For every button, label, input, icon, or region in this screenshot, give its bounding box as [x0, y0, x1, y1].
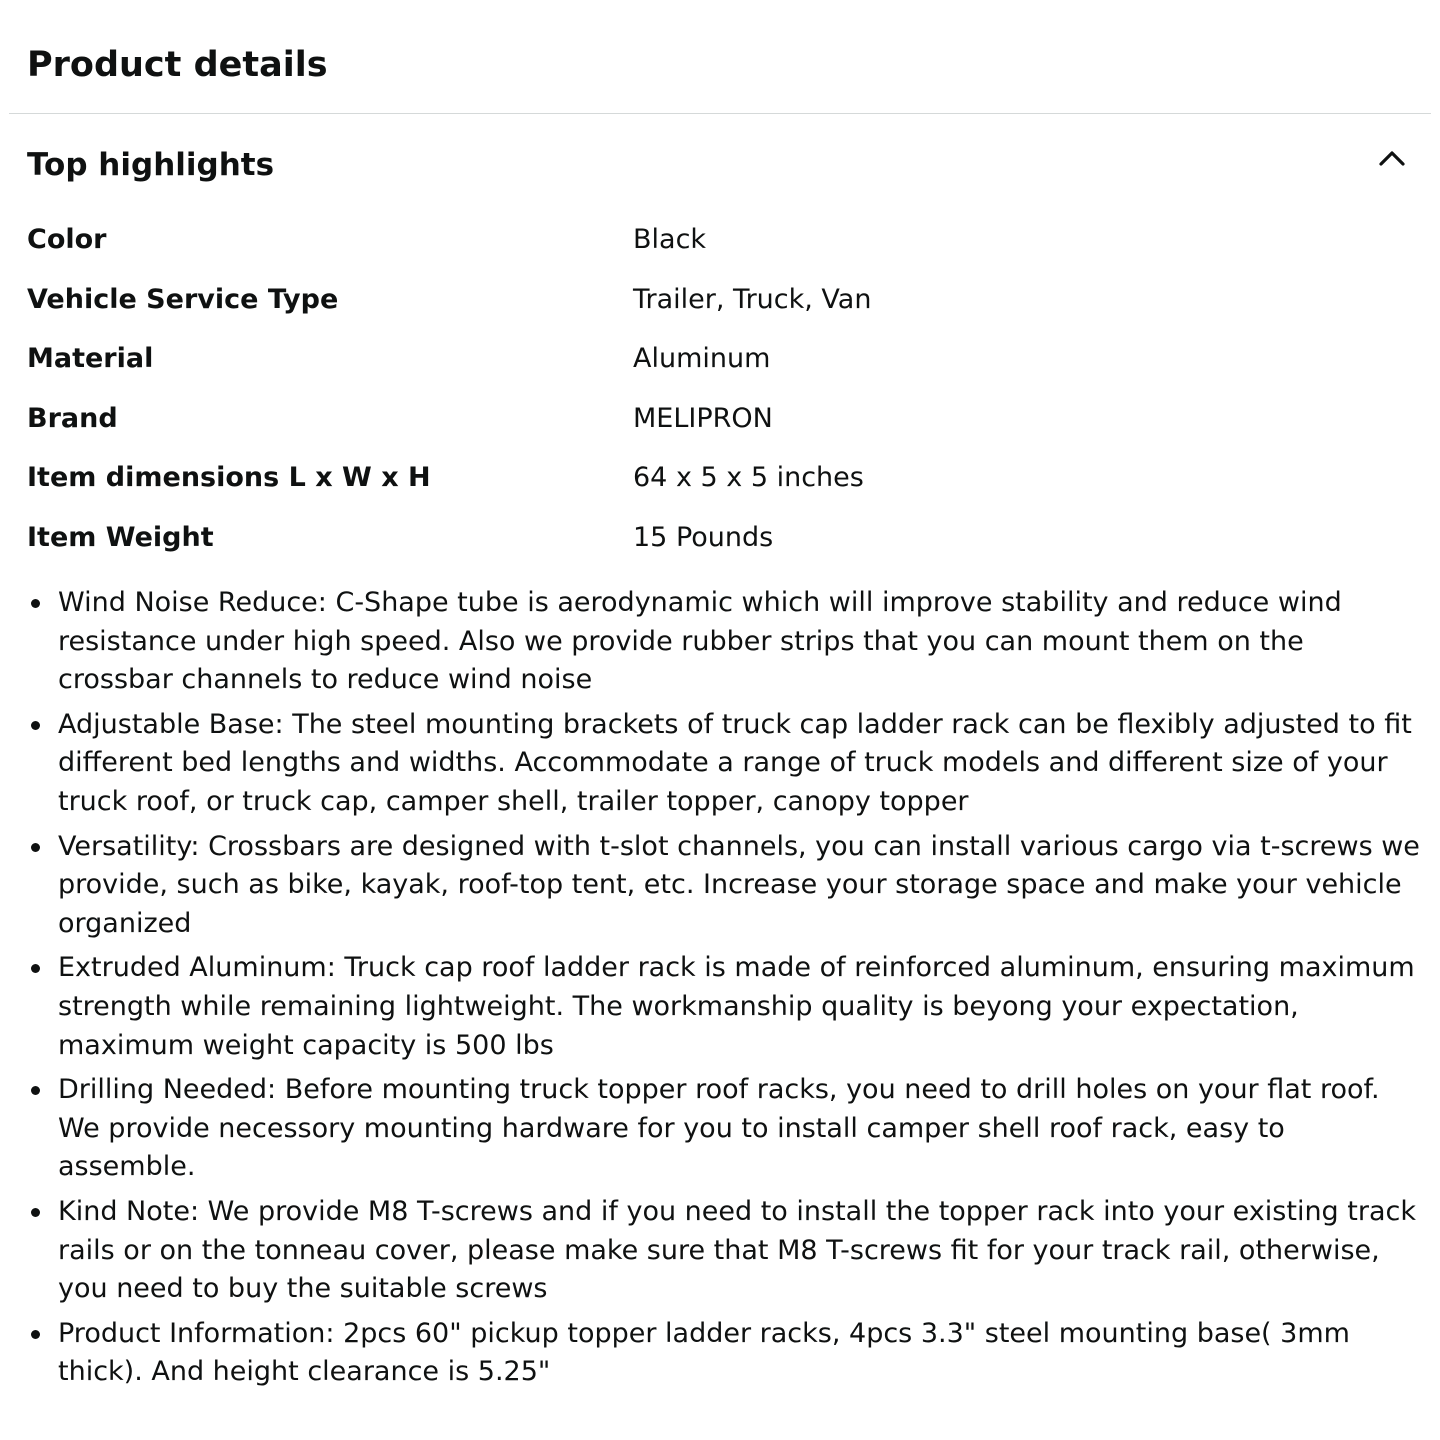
spec-value: Trailer, Truck, Van — [633, 283, 872, 315]
spec-label: Item dimensions L x W x H — [27, 462, 431, 494]
highlights-list — [58, 584, 1420, 1398]
divider — [9, 113, 1431, 114]
chevron-up-icon[interactable] — [1374, 140, 1410, 176]
spec-row-brand — [27, 389, 1407, 449]
list-item: Versatility: Crossbars are designed with t-slot channels, you can install various cargo via t-screws we provide, such as bike, kayak, roof-top tent, etc. Increase your storage space and make your vehicle organized — [58, 828, 1420, 944]
spec-label: Vehicle Service Type — [27, 283, 339, 315]
section-title: Top highlights — [27, 147, 275, 183]
list-item: Drilling Needed: Before mounting truck topper roof racks, you need to drill holes on your flat roof. We provide necessory mounting hardware for you to install camper shell roof rack, easy to assemble. — [58, 1071, 1420, 1187]
spec-label: Brand — [27, 402, 118, 434]
list-item: Wind Noise Reduce: C-Shape tube is aerodynamic which will improve stability and reduce wind resistance under high speed. Also we provide rubber strips that you can mount them on the crossbar channels to reduce wind noise — [58, 584, 1420, 700]
spec-row-vehicle-service-type — [27, 270, 1407, 330]
spec-value: 64 x 5 x 5 inches — [633, 462, 864, 494]
spec-row-item-dimensions — [27, 448, 1407, 508]
spec-value: MELIPRON — [633, 402, 773, 434]
spec-row-item-weight — [27, 508, 1407, 568]
spec-label: Color — [27, 224, 107, 256]
spec-label: Item Weight — [27, 521, 214, 553]
list-item: Adjustable Base: The steel mounting brackets of truck cap ladder rack can be flexibly adjusted to fit different bed lengths and widths. Accommodate a range of truck models and different size of your truck roof, or truck cap, camper shell, trailer topper, canopy topper — [58, 706, 1420, 822]
spec-value: Aluminum — [633, 343, 771, 375]
list-item: Extruded Aluminum: Truck cap roof ladder rack is made of reinforced aluminum, ensuring maximum strength while remaining lightweight. The workmanship quality is beyong your expectation, maximum weight capacity is 500 lbs — [58, 949, 1420, 1065]
top-highlights-header[interactable] — [27, 140, 1410, 190]
list-item: Kind Note: We provide M8 T-screws and if you need to install the topper rack into your existing track rails or on the tonneau cover, please make sure that M8 T-screws fit for your track rail, otherwise, you need to buy the suitable screws — [58, 1193, 1420, 1309]
list-item: Product Information: 2pcs 60" pickup topper ladder racks, 4pcs 3.3" steel mounting base( 3mm thick). And height clearance is 5.25" — [58, 1315, 1420, 1392]
spec-row-material — [27, 329, 1407, 389]
specs-table — [27, 210, 1407, 567]
spec-label: Material — [27, 343, 154, 375]
page-title: Product details — [27, 45, 328, 85]
spec-value: Black — [633, 224, 707, 256]
spec-row-color — [27, 210, 1407, 270]
spec-value: 15 Pounds — [633, 521, 774, 553]
